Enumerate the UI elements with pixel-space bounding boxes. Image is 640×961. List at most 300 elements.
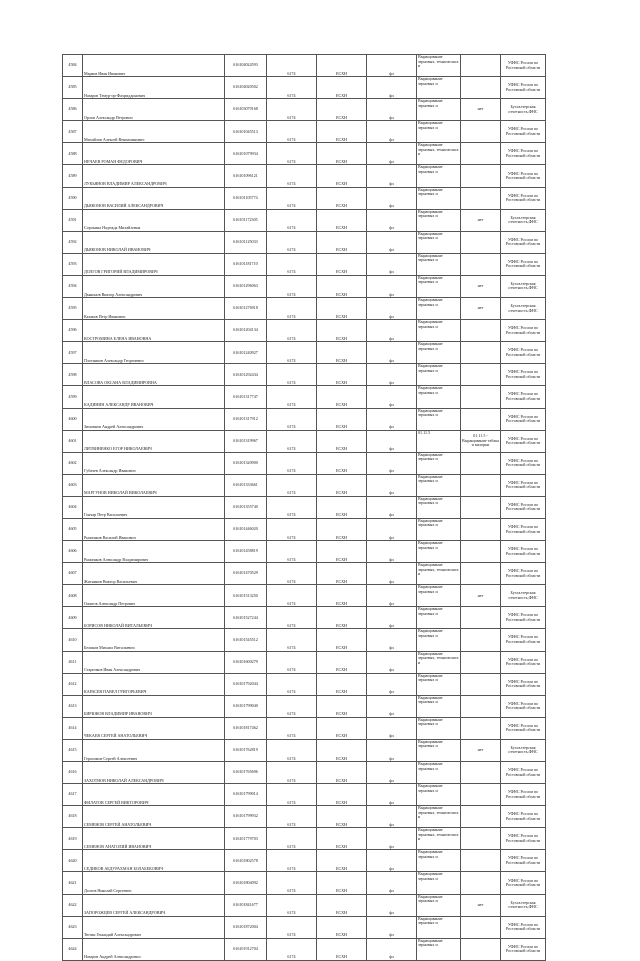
code-cell: 6174 <box>267 784 317 806</box>
table-row <box>63 165 546 187</box>
person-type-cell: фл <box>367 850 417 872</box>
person-name: ЛИТВИНЕНКО ЕГОР НИКОЛАЕВИЧ <box>83 430 225 452</box>
activity-cell: Выращивание зерновых и <box>417 850 461 872</box>
code-cell: 6174 <box>267 474 317 496</box>
row-number: 4624 <box>63 938 83 960</box>
inn-cell: 616101240927 <box>225 342 267 364</box>
inn-cell: 616101765696 <box>225 762 267 784</box>
extra-cell <box>461 342 501 364</box>
row-number: 4600 <box>63 408 83 430</box>
code-cell: 6174 <box>267 872 317 894</box>
code-cell: 6174 <box>267 496 317 518</box>
inn-cell: 616101799932 <box>225 806 267 828</box>
extra-cell: нет <box>461 894 501 916</box>
person-type-cell: фл <box>367 121 417 143</box>
code-cell: 6174 <box>267 77 317 99</box>
row-number: 4614 <box>63 717 83 739</box>
code-cell: 6174 <box>267 364 317 386</box>
code-cell: 6174 <box>267 651 317 673</box>
source-cell: УФНС России по Ростовской области <box>501 452 546 474</box>
extra-cell <box>461 806 501 828</box>
activity-cell: Выращивание зерновых и <box>417 541 461 563</box>
person-type-cell: фл <box>367 364 417 386</box>
document-page <box>62 54 545 961</box>
row-number: 4598 <box>63 364 83 386</box>
inn-cell: 616101458819 <box>225 541 267 563</box>
person-type-cell: фл <box>367 77 417 99</box>
table-row <box>63 253 546 275</box>
extra-cell <box>461 474 501 496</box>
row-number: 4611 <box>63 651 83 673</box>
person-type-cell: фл <box>367 585 417 607</box>
tax-regime-cell: ЕСХН <box>317 430 367 452</box>
tax-regime-cell: ЕСХН <box>317 386 367 408</box>
inn-cell: 616101096121 <box>225 165 267 187</box>
extra-cell <box>461 762 501 784</box>
activity-cell: Выращивание зерновых и <box>417 585 461 607</box>
code-cell: 6174 <box>267 607 317 629</box>
extra-cell <box>461 673 501 695</box>
person-type-cell: фл <box>367 695 417 717</box>
activity-cell: Выращивание зерновых и <box>417 364 461 386</box>
code-cell: 6174 <box>267 121 317 143</box>
extra-cell <box>461 143 501 165</box>
code-cell: 6174 <box>267 739 317 761</box>
source-cell: УФНС России по Ростовской области <box>501 253 546 275</box>
code-cell: 6174 <box>267 695 317 717</box>
extra-cell <box>461 563 501 585</box>
code-cell: 6174 <box>267 143 317 165</box>
source-cell: УФНС России по Ростовской области <box>501 651 546 673</box>
source-cell: УФНС России по Ростовской области <box>501 828 546 850</box>
extra-cell: нет <box>461 298 501 320</box>
code-cell: 6174 <box>267 452 317 474</box>
person-name: ДЬЯКОНОВ ВАСИЛИЙ АЛЕКСАНДРОВИЧ <box>83 187 225 209</box>
source-cell: УФНС России по Ростовской области <box>501 629 546 651</box>
activity-cell: Выращивание зерновых и <box>417 275 461 297</box>
inn-cell: 616101470529 <box>225 563 267 585</box>
extra-cell: нет <box>461 99 501 121</box>
person-name: Ожигов Александр Петрович <box>83 585 225 607</box>
person-name: ЗАХОТНОВ НИКОЛАЙ АЛЕКСАНДРОВИЧ <box>83 762 225 784</box>
table-row <box>63 563 546 585</box>
table-row <box>63 784 546 806</box>
source-cell: Бухгалтерская отчетность,ФНС <box>501 894 546 916</box>
extra-cell <box>461 386 501 408</box>
source-cell: Бухгалтерская отчетность,ФНС <box>501 99 546 121</box>
code-cell: 6174 <box>267 342 317 364</box>
table-row <box>63 187 546 209</box>
inn-cell: 616101779703 <box>225 828 267 850</box>
person-type-cell: фл <box>367 651 417 673</box>
person-name: Михайлов Алексей Вениаминович <box>83 121 225 143</box>
inn-cell: 616101317912 <box>225 408 267 430</box>
inn-cell: 616101276918 <box>225 298 267 320</box>
person-type-cell: фл <box>367 320 417 342</box>
row-number: 4591 <box>63 209 83 231</box>
code-cell: 6174 <box>267 298 317 320</box>
table-row <box>63 342 546 364</box>
table-row <box>63 739 546 761</box>
row-number: 4596 <box>63 320 83 342</box>
row-number: 4610 <box>63 629 83 651</box>
inn-cell: 616101125033 <box>225 231 267 253</box>
code-cell: 6174 <box>267 55 317 77</box>
person-type-cell: фл <box>367 541 417 563</box>
tax-regime-cell: ЕСХН <box>317 850 367 872</box>
table-row <box>63 916 546 938</box>
person-name: Старичков Иван Александрович <box>83 651 225 673</box>
table-row <box>63 850 546 872</box>
tax-regime-cell: ЕСХН <box>317 496 367 518</box>
row-number: 4594 <box>63 275 83 297</box>
person-name: ФИЛАТОВ СЕРГЕЙ ВИКТОРОВИЧ <box>83 784 225 806</box>
source-cell: УФНС России по Ростовской области <box>501 607 546 629</box>
person-type-cell: фл <box>367 298 417 320</box>
person-name: Долгов Николай Сергеевич <box>83 872 225 894</box>
person-type-cell: фл <box>367 408 417 430</box>
person-name: МАРГУНОВ НИКОЛАЙ НИКОЛАЕВИЧ <box>83 474 225 496</box>
tax-regime-cell: ЕСХН <box>317 452 367 474</box>
extra-cell <box>461 364 501 386</box>
inn-cell: 616103079168 <box>225 99 267 121</box>
source-cell: УФНС России по Ростовской области <box>501 320 546 342</box>
inn-cell: 616101545512 <box>225 629 267 651</box>
inn-cell: 616101792044 <box>225 673 267 695</box>
inn-cell: 616101320900 <box>225 452 267 474</box>
person-name: КАРАСЕВ ПАВЕЛ ГРИГОРЬЕВИЧ <box>83 673 225 695</box>
inn-cell: 616104024593 <box>225 55 267 77</box>
table-row <box>63 77 546 99</box>
extra-cell <box>461 187 501 209</box>
person-type-cell: фл <box>367 143 417 165</box>
extra-cell <box>461 121 501 143</box>
tax-regime-cell: ЕСХН <box>317 695 367 717</box>
code-cell: 6174 <box>267 320 317 342</box>
table-row <box>63 386 546 408</box>
extra-cell <box>461 518 501 540</box>
activity-cell: Выращивание зерновых и <box>417 187 461 209</box>
source-cell: УФНС России по Ростовской области <box>501 518 546 540</box>
person-type-cell: фл <box>367 452 417 474</box>
activity-cell: Выращивание зерновых и <box>417 209 461 231</box>
inn-cell: 616101804092 <box>225 872 267 894</box>
tax-regime-cell: ЕСХН <box>317 894 367 916</box>
code-cell: 6174 <box>267 828 317 850</box>
row-number: 4587 <box>63 121 83 143</box>
tax-regime-cell: ЕСХН <box>317 673 367 695</box>
person-type-cell: фл <box>367 474 417 496</box>
table-row <box>63 320 546 342</box>
code-cell: 6174 <box>267 408 317 430</box>
tax-regime-cell: ЕСХН <box>317 651 367 673</box>
person-name: ВЛАСОВА ОКСАНА ВЛАДИМИРОВНА <box>83 364 225 386</box>
table-row <box>63 496 546 518</box>
table-row <box>63 231 546 253</box>
row-number: 4612 <box>63 673 83 695</box>
person-name: Житников Виктор Васильевич <box>83 563 225 585</box>
code-cell: 6174 <box>267 386 317 408</box>
source-cell: УФНС России по Ростовской области <box>501 850 546 872</box>
person-name: Сорокина Надежда Михайловна <box>83 209 225 231</box>
source-cell: УФНС России по Ростовской области <box>501 717 546 739</box>
inn-cell: 616101317747 <box>225 386 267 408</box>
row-number: 4621 <box>63 872 83 894</box>
row-number: 4617 <box>63 784 83 806</box>
person-name: Губачев Александр Иванович <box>83 452 225 474</box>
source-cell: УФНС России по Ростовской области <box>501 474 546 496</box>
activity-cell: Выращивание зерновых и <box>417 717 461 739</box>
tax-regime-cell: ЕСХН <box>317 209 367 231</box>
source-cell: Бухгалтерская отчетность,ФНС <box>501 739 546 761</box>
table-row <box>63 99 546 121</box>
source-cell: УФНС России по Ростовской области <box>501 408 546 430</box>
table-row <box>63 695 546 717</box>
code-cell: 6174 <box>267 518 317 540</box>
table-row <box>63 275 546 297</box>
code-cell: 6174 <box>267 275 317 297</box>
extra-cell <box>461 165 501 187</box>
inn-cell: 616101446020 <box>225 518 267 540</box>
table-row <box>63 806 546 828</box>
extra-cell <box>461 629 501 651</box>
activity-cell: Выращивание зерновых и <box>417 121 461 143</box>
code-cell: 6174 <box>267 894 317 916</box>
table-row <box>63 762 546 784</box>
extra-cell <box>461 55 501 77</box>
person-type-cell: фл <box>367 739 417 761</box>
person-name: БИРЮКОВ ВЛАДИМИР ИВАНОВИЧ <box>83 695 225 717</box>
source-cell: УФНС России по Ростовской области <box>501 121 546 143</box>
person-name: Рыженков Александр Владимирович <box>83 541 225 563</box>
activity-cell: Выращивание зерновых и <box>417 320 461 342</box>
row-number: 4606 <box>63 541 83 563</box>
person-type-cell: фл <box>367 231 417 253</box>
row-number: 4601 <box>63 430 83 452</box>
person-type-cell: фл <box>367 607 417 629</box>
tax-regime-cell: ЕСХН <box>317 298 367 320</box>
person-name: ДОЛГОВ ГРИГОРИЙ ВЛАДИМИРОВИЧ <box>83 253 225 275</box>
code-cell: 6174 <box>267 99 317 121</box>
source-cell: Бухгалтерская отчетность,ФНС <box>501 275 546 297</box>
source-cell: УФНС России по Ростовской области <box>501 496 546 518</box>
tax-regime-cell: ЕСХН <box>317 320 367 342</box>
person-type-cell: фл <box>367 496 417 518</box>
person-name: КАДИНИН АЛЕКСАНДР ИВАНОВИЧ <box>83 386 225 408</box>
table-row <box>63 872 546 894</box>
activity-cell: Выращивание зерновых и <box>417 673 461 695</box>
activity-cell: Выращивание зерновых, технических и <box>417 143 461 165</box>
extra-cell: нет <box>461 739 501 761</box>
person-name: Дьяконов Виктор Александрович <box>83 275 225 297</box>
table-row <box>63 938 546 960</box>
source-cell: УФНС России по Ростовской области <box>501 563 546 585</box>
source-cell: УФНС России по Ростовской области <box>501 187 546 209</box>
activity-cell: Выращивание зерновых и <box>417 99 461 121</box>
extra-cell: нет <box>461 275 501 297</box>
code-cell: 6174 <box>267 209 317 231</box>
row-number: 4608 <box>63 585 83 607</box>
tax-regime-cell: ЕСХН <box>317 717 367 739</box>
inn-cell: 616101204134 <box>225 320 267 342</box>
code-cell: 6174 <box>267 629 317 651</box>
extra-cell <box>461 717 501 739</box>
person-type-cell: фл <box>367 209 417 231</box>
code-cell: 6174 <box>267 585 317 607</box>
source-cell: УФНС России по Ростовской области <box>501 364 546 386</box>
table-row <box>63 585 546 607</box>
extra-cell <box>461 828 501 850</box>
row-number: 4618 <box>63 806 83 828</box>
inn-cell: 616101319967 <box>225 430 267 452</box>
extra-cell <box>461 651 501 673</box>
extra-cell <box>461 784 501 806</box>
table-row <box>63 717 546 739</box>
person-name: Гончар Петр Васильевич <box>83 496 225 518</box>
code-cell: 6174 <box>267 762 317 784</box>
activity-cell: Выращивание зерновых, технических и <box>417 563 461 585</box>
activity-cell: Выращивание зерновых и <box>417 872 461 894</box>
code-cell: 6174 <box>267 717 317 739</box>
row-number: 4613 <box>63 695 83 717</box>
extra-cell: 01.11.5 - Выращивание табака и махорки <box>461 430 501 452</box>
tax-regime-cell: ЕСХН <box>317 143 367 165</box>
activity-cell: Выращивание зерновых и <box>417 298 461 320</box>
code-cell: 6174 <box>267 165 317 187</box>
tax-regime-cell: ЕСХН <box>317 474 367 496</box>
source-cell: УФНС России по Ростовской области <box>501 762 546 784</box>
row-number: 4595 <box>63 298 83 320</box>
inn-cell: 616101333661 <box>225 474 267 496</box>
activity-cell: 01.11.5 <box>417 430 461 452</box>
source-cell: УФНС России по Ростовской области <box>501 541 546 563</box>
taxpayer-table <box>62 54 546 961</box>
person-type-cell: фл <box>367 518 417 540</box>
extra-cell <box>461 77 501 99</box>
person-type-cell: фл <box>367 99 417 121</box>
person-name: Казаков Петр Иванович <box>83 298 225 320</box>
activity-cell: Выращивание зерновых, технических и <box>417 55 461 77</box>
tax-regime-cell: ЕСХН <box>317 762 367 784</box>
tax-regime-cell: ЕСХН <box>317 806 367 828</box>
extra-cell: нет <box>461 585 501 607</box>
source-cell: Бухгалтерская отчетность,ФНС <box>501 585 546 607</box>
activity-cell: Выращивание зерновых и <box>417 695 461 717</box>
tax-regime-cell: ЕСХН <box>317 99 367 121</box>
activity-cell: Выращивание зерновых и <box>417 784 461 806</box>
table-row <box>63 408 546 430</box>
code-cell: 6174 <box>267 253 317 275</box>
row-number: 4607 <box>63 563 83 585</box>
code-cell: 6174 <box>267 850 317 872</box>
source-cell: УФНС России по Ростовской области <box>501 165 546 187</box>
inn-cell: 616104020502 <box>225 77 267 99</box>
activity-cell: Выращивание зерновых и <box>417 386 461 408</box>
extra-cell <box>461 231 501 253</box>
activity-cell: Выращивание зерновых и <box>417 496 461 518</box>
row-number: 4603 <box>63 474 83 496</box>
inn-cell: 616101799014 <box>225 784 267 806</box>
row-number: 4620 <box>63 850 83 872</box>
activity-cell: Выращивание зерновых и <box>417 408 461 430</box>
person-name: Герасимов Сергей Алексеевич <box>83 739 225 761</box>
code-cell: 6174 <box>267 938 317 960</box>
source-cell: УФНС России по Ростовской области <box>501 673 546 695</box>
inn-cell: 616101513250 <box>225 585 267 607</box>
row-number: 4619 <box>63 828 83 850</box>
person-type-cell: фл <box>367 828 417 850</box>
table-row <box>63 607 546 629</box>
row-number: 4590 <box>63 187 83 209</box>
person-name: НЕЧАЕВ РОМАН ФЕДОРОВИЧ <box>83 143 225 165</box>
row-number: 4599 <box>63 386 83 408</box>
person-type-cell: фл <box>367 806 417 828</box>
tax-regime-cell: ЕСХН <box>317 518 367 540</box>
person-name: ЗАПОРОЖЦЕВ СЕРГЕЙ АЛЕКСАНДРОВИЧ <box>83 894 225 916</box>
tax-regime-cell: ЕСХН <box>317 77 367 99</box>
person-type-cell: фл <box>367 386 417 408</box>
tax-regime-cell: ЕСХН <box>317 165 367 187</box>
row-number: 4589 <box>63 165 83 187</box>
activity-cell: Выращивание зерновых, технических и <box>417 651 461 673</box>
inn-cell: 616101817462 <box>225 717 267 739</box>
person-name: СЕДИКОВ АБДУРАХМАН БОЛАБЕКОВИЧ <box>83 850 225 872</box>
table-row <box>63 541 546 563</box>
row-number: 4602 <box>63 452 83 474</box>
source-cell: УФНС России по Ростовской области <box>501 77 546 99</box>
inn-cell: 616101172305 <box>225 209 267 231</box>
table-row <box>63 55 546 77</box>
row-number: 4586 <box>63 99 83 121</box>
person-name: ЧЕКАЕВ СЕРГЕЙ АНАТОЛЬЕВИЧ <box>83 717 225 739</box>
extra-cell <box>461 695 501 717</box>
source-cell: УФНС России по Ростовской области <box>501 938 546 960</box>
activity-cell: Выращивание зерновых и <box>417 762 461 784</box>
person-type-cell: фл <box>367 916 417 938</box>
inn-cell: 616101799040 <box>225 695 267 717</box>
table-row <box>63 143 546 165</box>
tax-regime-cell: ЕСХН <box>317 342 367 364</box>
activity-cell: Выращивание зерновых и <box>417 342 461 364</box>
tax-regime-cell: ЕСХН <box>317 231 367 253</box>
tax-regime-cell: ЕСХН <box>317 253 367 275</box>
table-row <box>63 430 546 452</box>
inn-cell: 616101045513 <box>225 121 267 143</box>
tax-regime-cell: ЕСХН <box>317 55 367 77</box>
tax-regime-cell: ЕСХН <box>317 739 367 761</box>
table-row <box>63 518 546 540</box>
person-name: Тютин Геннадий Александрович <box>83 916 225 938</box>
inn-cell: 616101841677 <box>225 894 267 916</box>
person-type-cell: фл <box>367 717 417 739</box>
table-row <box>63 121 546 143</box>
tax-regime-cell: ЕСХН <box>317 828 367 850</box>
inn-cell: 616101912704 <box>225 938 267 960</box>
table-row <box>63 651 546 673</box>
table-row <box>63 298 546 320</box>
extra-cell <box>461 938 501 960</box>
source-cell: УФНС России по Ростовской области <box>501 430 546 452</box>
inn-cell: 616101802578 <box>225 850 267 872</box>
person-type-cell: фл <box>367 894 417 916</box>
source-cell: УФНС России по Ростовской области <box>501 916 546 938</box>
inn-cell: 616101296063 <box>225 275 267 297</box>
source-cell: УФНС России по Ростовской области <box>501 143 546 165</box>
row-number: 4585 <box>63 77 83 99</box>
row-number: 4593 <box>63 253 83 275</box>
source-cell: УФНС России по Ростовской области <box>501 231 546 253</box>
person-type-cell: фл <box>367 187 417 209</box>
